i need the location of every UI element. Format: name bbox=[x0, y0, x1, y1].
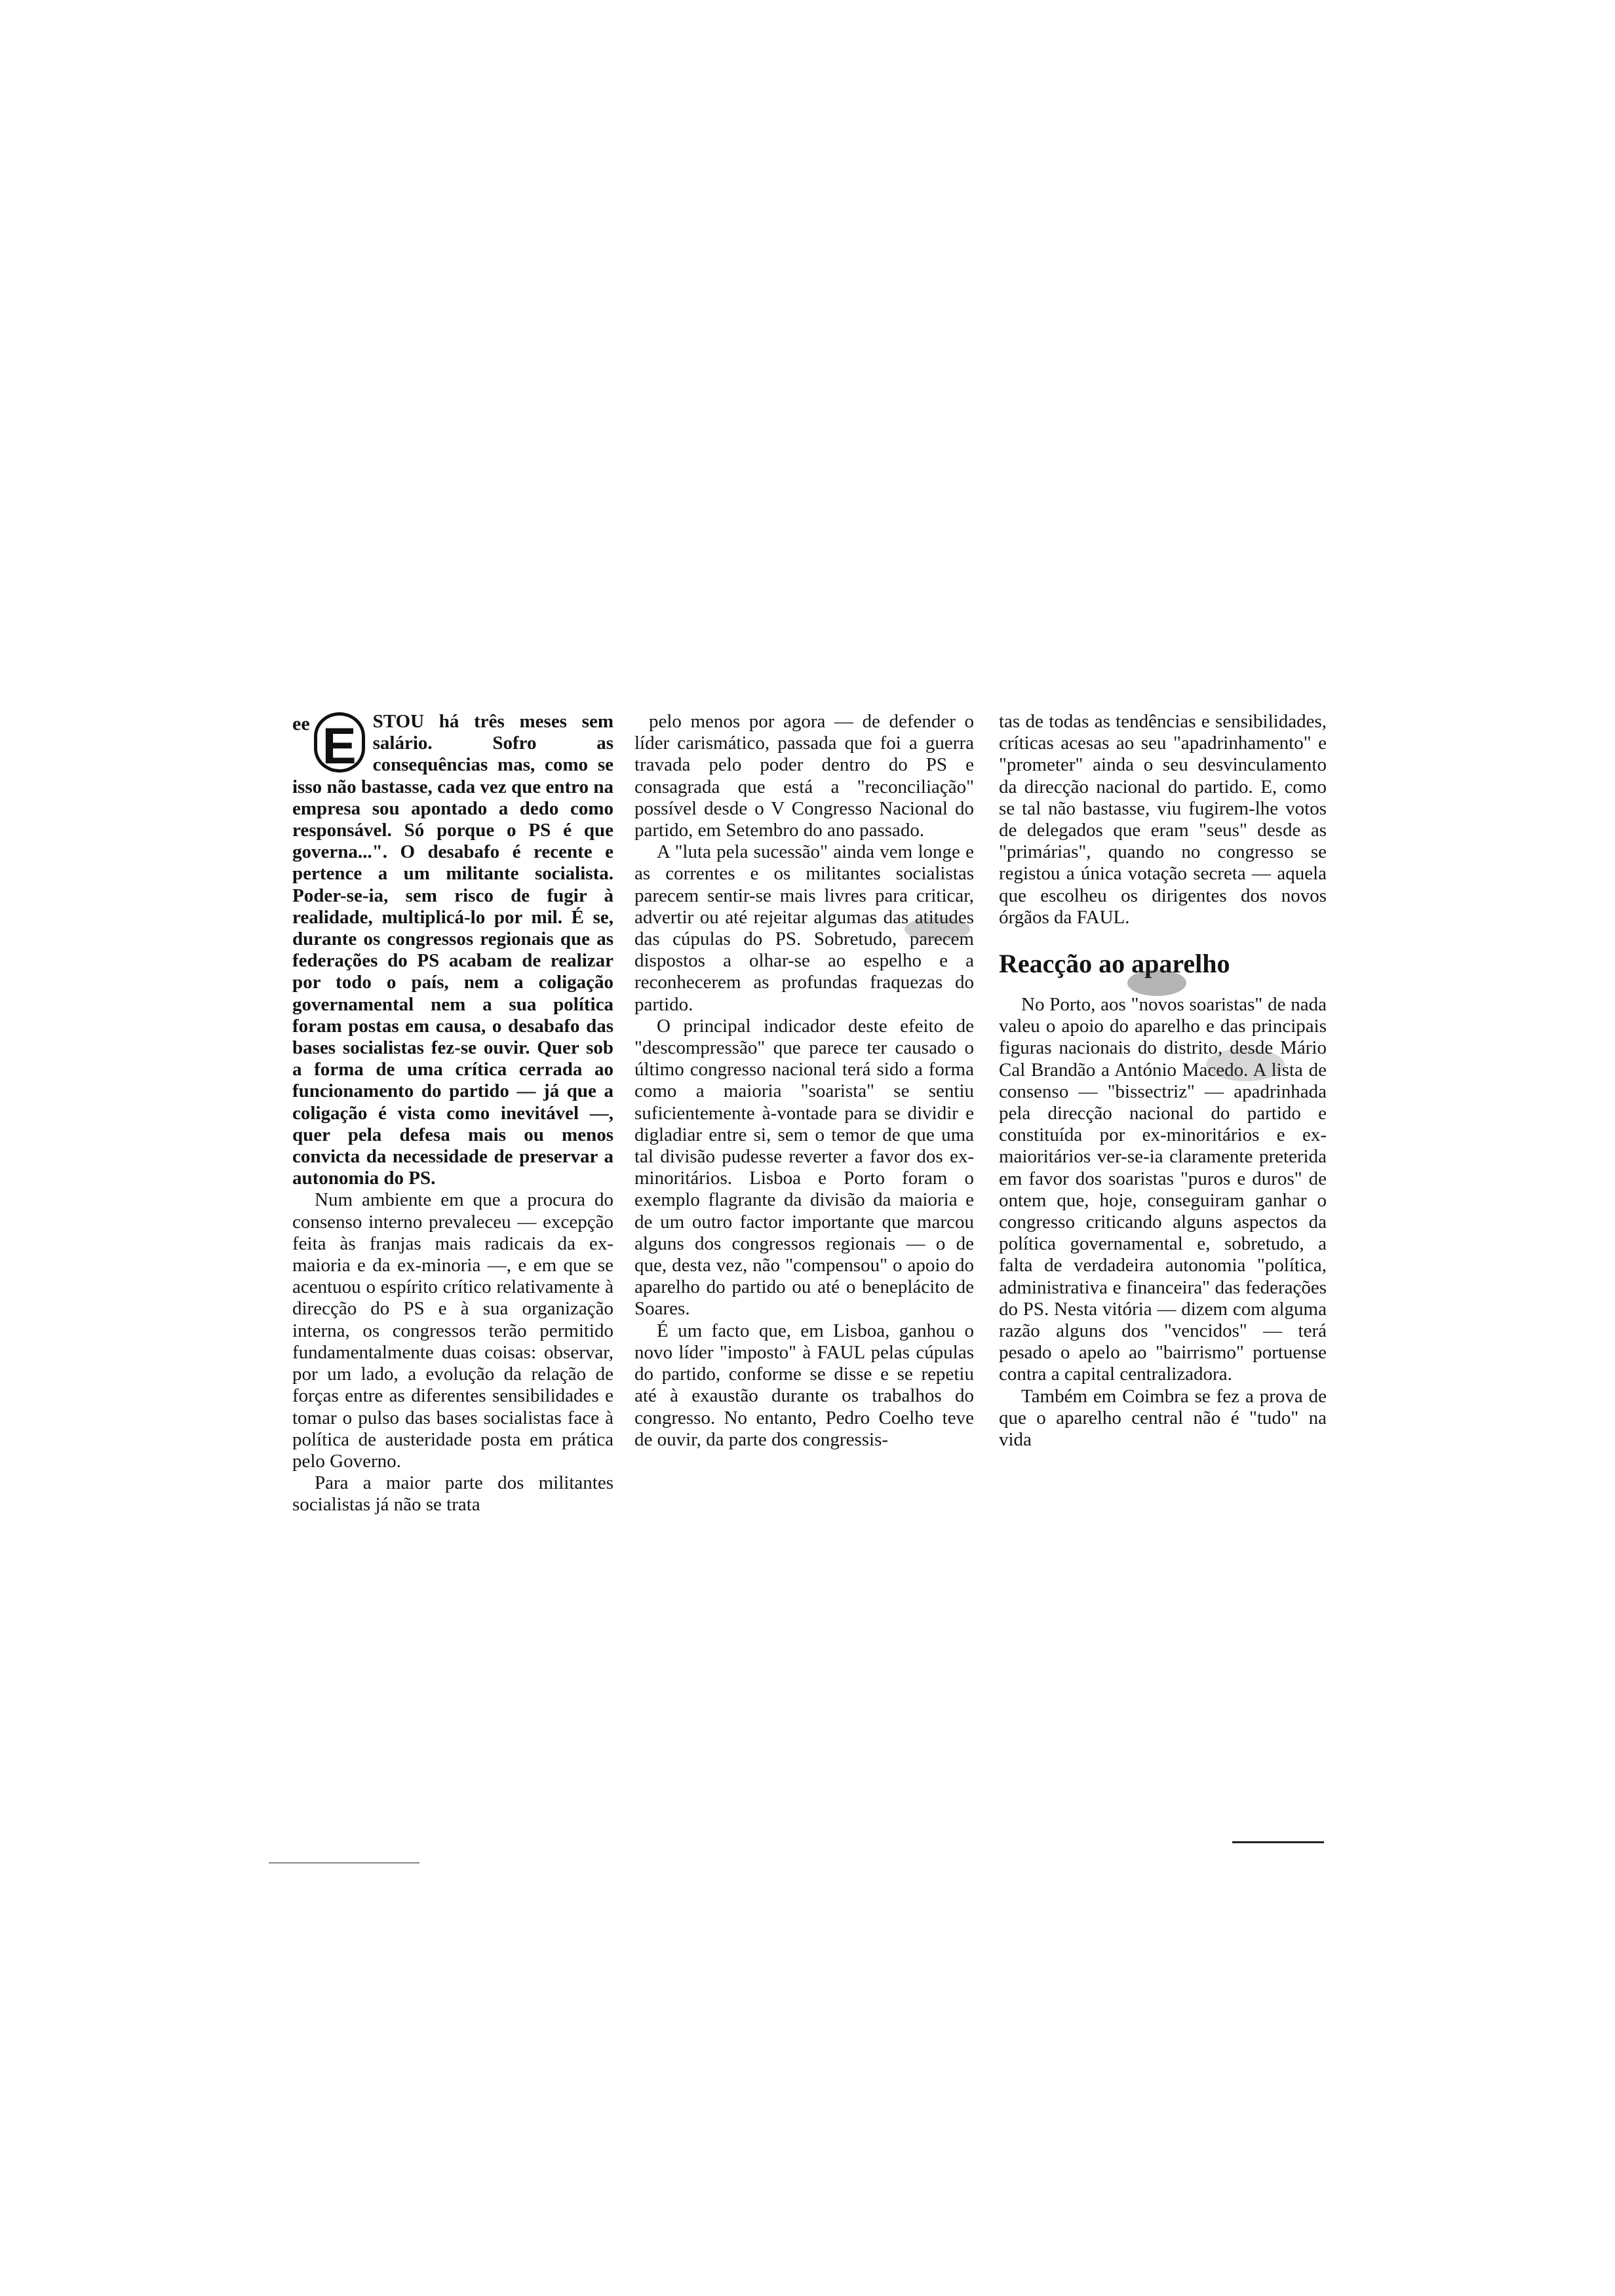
opening-quote-mark: ee bbox=[292, 713, 310, 735]
article-column-1 bbox=[292, 711, 613, 1516]
paragraph: Também em Coimbra se fez a prova de que o aparelho central não é "tudo" na vida bbox=[999, 1385, 1327, 1451]
paragraph: Para a maior parte dos militantes socialistas já não se trata bbox=[292, 1472, 613, 1516]
ink-smudge bbox=[1206, 1048, 1285, 1081]
paragraph: A "luta pela sucessão" ainda vem longe e as correntes e os militantes socialistas parecem sentir-se mais livres para criticar, advertir ou até rejeitar algumas das atitudes das cúpulas do PS. Sobretudo, parecem dispostos a olhar-se ao espelho e a reconhecerem as profundas fraquezas do partido. bbox=[634, 841, 974, 1015]
paragraph: No Porto, aos "novos soaristas" de nada valeu o apoio do aparelho e das principais figuras nacionais do distrito, desde Mário Cal Brandão a António Macedo. A lista de consenso — "bissectriz" — apadrinhada pela direcção nacional do partido e constituída por ex-minoritários e ex-maioritários ver-se-ia claramente preterida em favor dos soaristas "puros e duros" de ontem que, hoje, conseguiram ganhar o congresso criticando alguns aspectos da política governamental e, sobretudo, a falta de verdadeira autonomia "política, administrativa e financeira" das federações do PS. Nesta vitória — dizem com alguma razão alguns dos "vencidos" — terá pesado o apelo ao "bairrismo" portuense contra a capital centralizadora. bbox=[999, 994, 1327, 1385]
bottom-rule bbox=[269, 1862, 419, 1864]
paragraph: O principal indicador deste efeito de "descompressão" que parece ter causado o último congresso nacional terá sido a forma como a maioria "soarista" se sentiu suficientemente à-vontade para se dividir e digladiar entre si, sem o temor de que uma tal divisão pudesse reverter a favor dos ex-minoritários. Lisboa e Porto foram o exemplo flagrante da divisão da maioria e de um outro factor importante que marcou alguns dos congressos regionais — o de que, desta vez, não "compensou" o apoio do aparelho do partido ou até o beneplácito de Soares. bbox=[634, 1015, 974, 1320]
paragraph: STOU há três meses sem salário. Sofro as consequências mas, como se isso não bastasse, cada vez que entro na empresa sou apontado a dedo como responsável. Só porque o PS é que governa...". O desabafo é recente e pertence a um militante socialista. Poder-se-ia, sem risco de fugir à realidade, multiplicá-lo por mil. É se, durante os congressos regionais que as federações do PS acabam de realizar por todo o país, nem a coligação governamental nem a sua política foram postas em causa, o desabafo das bases socialistas fez-se ouvir. Quer sob a forma de uma crítica cerrada ao funcionamento do partido — já que a coligação é vista como inevitável —, quer pela defesa mais ou menos convicta da necessidade de preservar a autonomia do PS. bbox=[292, 711, 613, 1189]
ink-smudge bbox=[1127, 970, 1186, 996]
section-subheading: Reacção ao aparelho bbox=[999, 949, 1230, 979]
paragraph: pelo menos por agora — de defender o líder carismático, passada que foi a guerra travada pelo poder dentro do PS e consagrada que está a "reconciliação" possível desde o V Congresso Nacional do partido, em Setembro do ano passado. bbox=[634, 711, 974, 841]
article-column-2 bbox=[634, 711, 974, 1451]
ink-smudge bbox=[905, 917, 970, 941]
paragraph: Num ambiente em que a procura do consenso interno prevaleceu — excepção feita às franjas mais radicais da ex-maioria e da ex-minoria —, e em que se acentuou o espírito crítico relativamente à direcção do PS e à sua organização interna, os congressos terão permitido fundamentalmente duas coisas: observar, por um lado, a evolução da relação de forças entre as diferentes sensibilidades e tomar o pulso das bases socialistas face à política de austeridade posta em prática pelo Governo. bbox=[292, 1189, 613, 1472]
paragraph: É um facto que, em Lisboa, ganhou o novo líder "imposto" à FAUL pelas cúpulas do partido, conforme se disse e se repetiu até à exaustão durante os trabalhos do congresso. No entanto, Pedro Coelho teve de ouvir, da parte dos congressis- bbox=[634, 1320, 974, 1450]
paragraph: tas de todas as tendências e sensibilidades, críticas acesas ao seu "apadrinhamento" e "prometer" ainda o seu desvinculamento da direcção nacional do partido. E, como se tal não bastasse, viu fugirem-lhe votos de delegados que eram "seus" desde as "primárias", quando no congresso se registou a única votação secreta — aquela que escolheu os dirigentes dos novos órgãos da FAUL. bbox=[999, 711, 1327, 928]
bottom-rule bbox=[1232, 1841, 1324, 1843]
article-column-3 bbox=[999, 711, 1327, 1451]
drop-cap: E bbox=[314, 712, 365, 773]
